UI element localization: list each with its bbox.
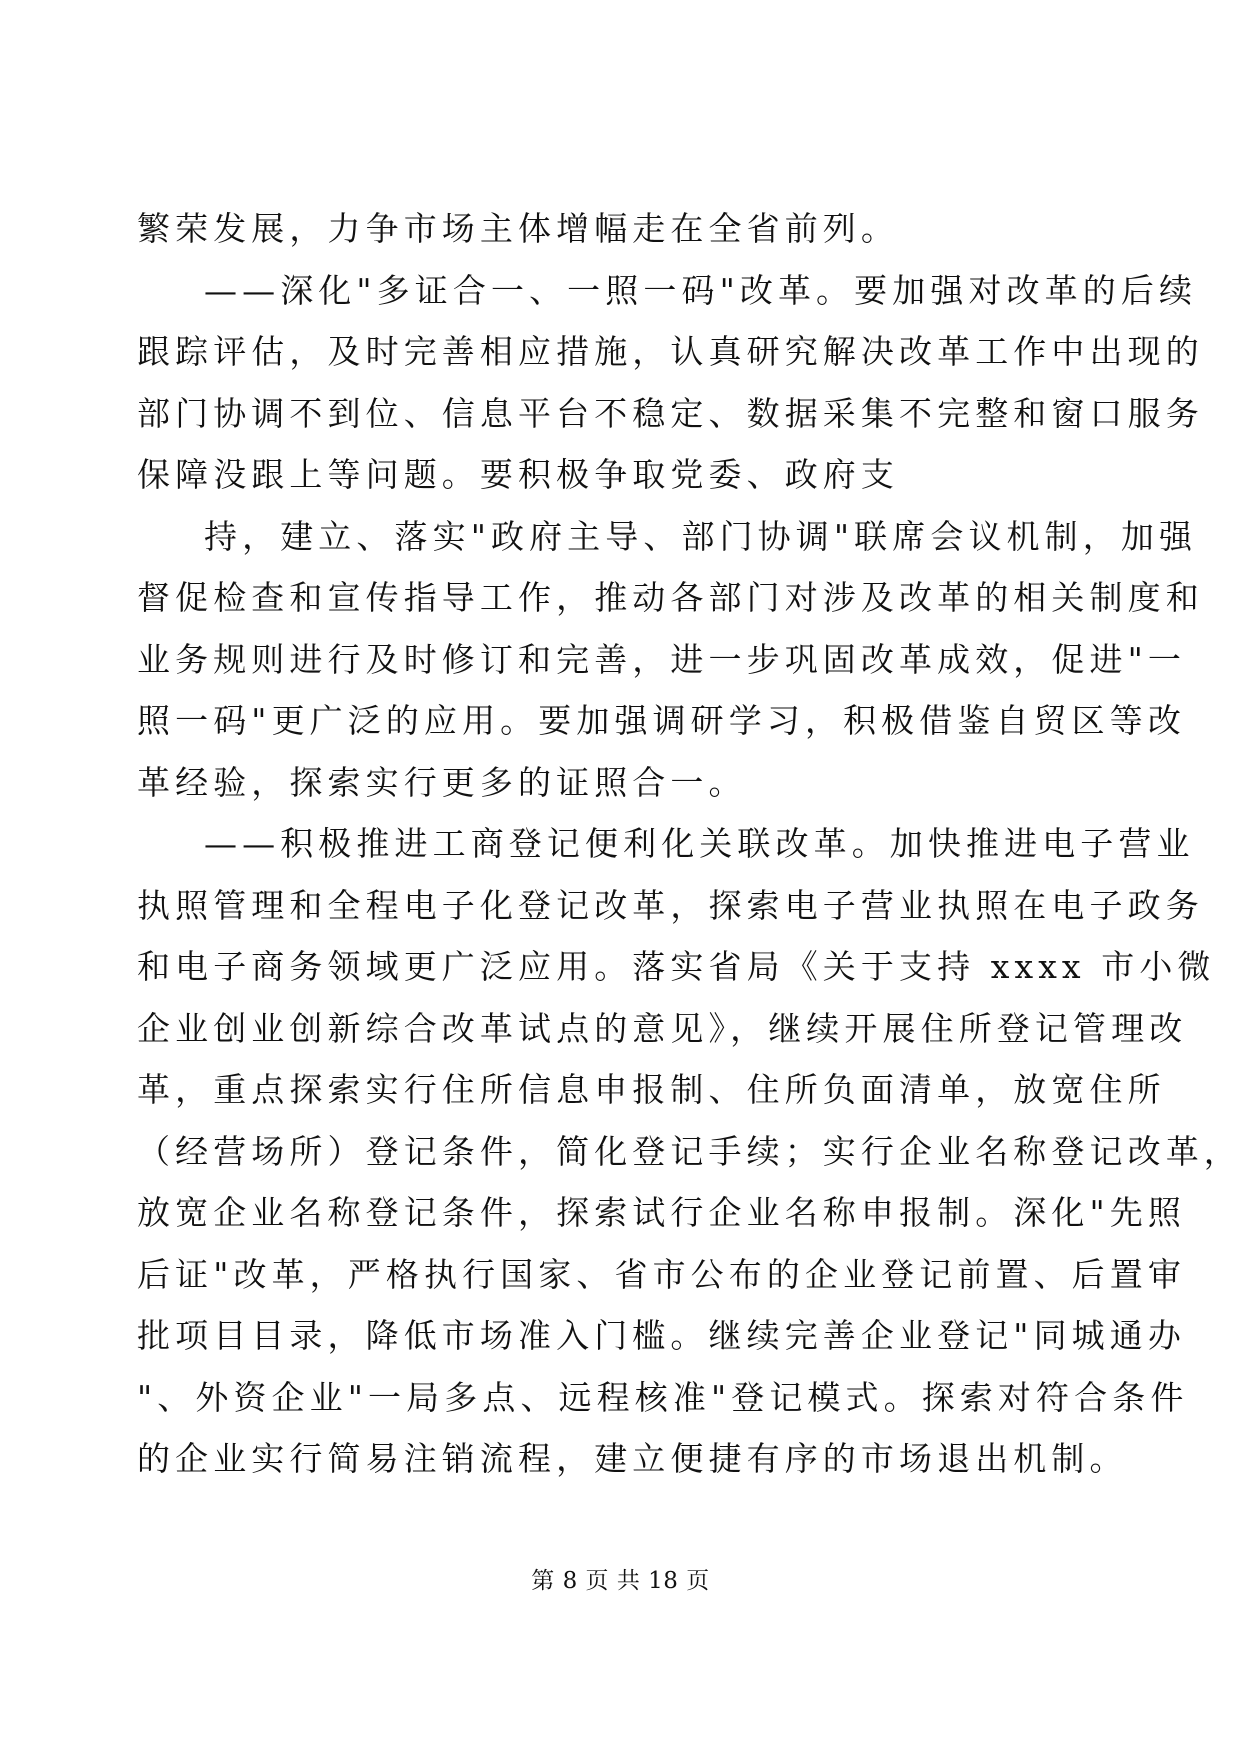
text-line: 后证"改革，严格执行国家、省市公布的企业登记前置、后置审 xyxy=(137,1254,1186,1294)
text-line: 业务规则进行及时修订和完善，进一步巩固改革成效，促进"一 xyxy=(137,639,1186,679)
text-line: 繁荣发展，力争市场主体增幅走在全省前列。 xyxy=(137,209,899,248)
text-line: 企业创业创新综合改革试点的意见》，继续开展住所登记管理改 xyxy=(137,1008,1188,1048)
text-line: 批项目目录，降低市场准入门槛。继续完善企业登记"同城通办 xyxy=(137,1316,1186,1355)
text-line: 执照管理和全程电子化登记改革，探索电子营业执照在电子政务 xyxy=(137,885,1204,925)
text-line: 持，建立、落实"政府主导、部门协调"联席会议机制，加强 xyxy=(204,516,1198,556)
text-line: 的企业实行简易注销流程，建立便捷有序的市场退出机制。 xyxy=(137,1439,1128,1478)
text-line: 放宽企业名称登记条件，探索试行企业名称申报制。深化"先照 xyxy=(137,1193,1186,1232)
text-line: ——深化"多证合一、一照一码"改革。要加强对改革的后续 xyxy=(204,270,1198,310)
text-line: 部门协调不到位、信息平台不稳定、数据采集不完整和窗口服务 xyxy=(137,393,1204,433)
text-line: 跟踪评估，及时完善相应措施，认真研究解决改革工作中出现的 xyxy=(137,332,1204,371)
text-line: （经营场所）登记条件，简化登记手续；实行企业名称登记改革， xyxy=(137,1131,1242,1171)
text-line: 督促检查和宣传指导工作，推动各部门对涉及改革的相关制度和 xyxy=(137,578,1204,617)
text-line: 革经验，探索实行更多的证照合一。 xyxy=(137,762,747,802)
text-line: ——积极推进工商登记便利化关联改革。加快推进电子营业 xyxy=(204,824,1195,863)
page-number-footer: 第 8 页 共 18 页 xyxy=(531,1568,710,1594)
text-line: 照一码"更广泛的应用。要加强调研学习，积极借鉴自贸区等改 xyxy=(137,701,1186,740)
text-line: 和电子商务领域更广泛应用。落实省局《关于支持 xxxx 市小微 xyxy=(137,947,1216,986)
text-line: 保障没跟上等问题。要积极争取党委、政府支 xyxy=(137,455,899,494)
text-line: 革，重点探索实行住所信息申报制、住所负面清单，放宽住所 xyxy=(137,1070,1166,1109)
document-body xyxy=(137,198,1242,1490)
text-line: "、外资企业"一局多点、远程核准"登记模式。探索对符合条件 xyxy=(137,1377,1189,1417)
